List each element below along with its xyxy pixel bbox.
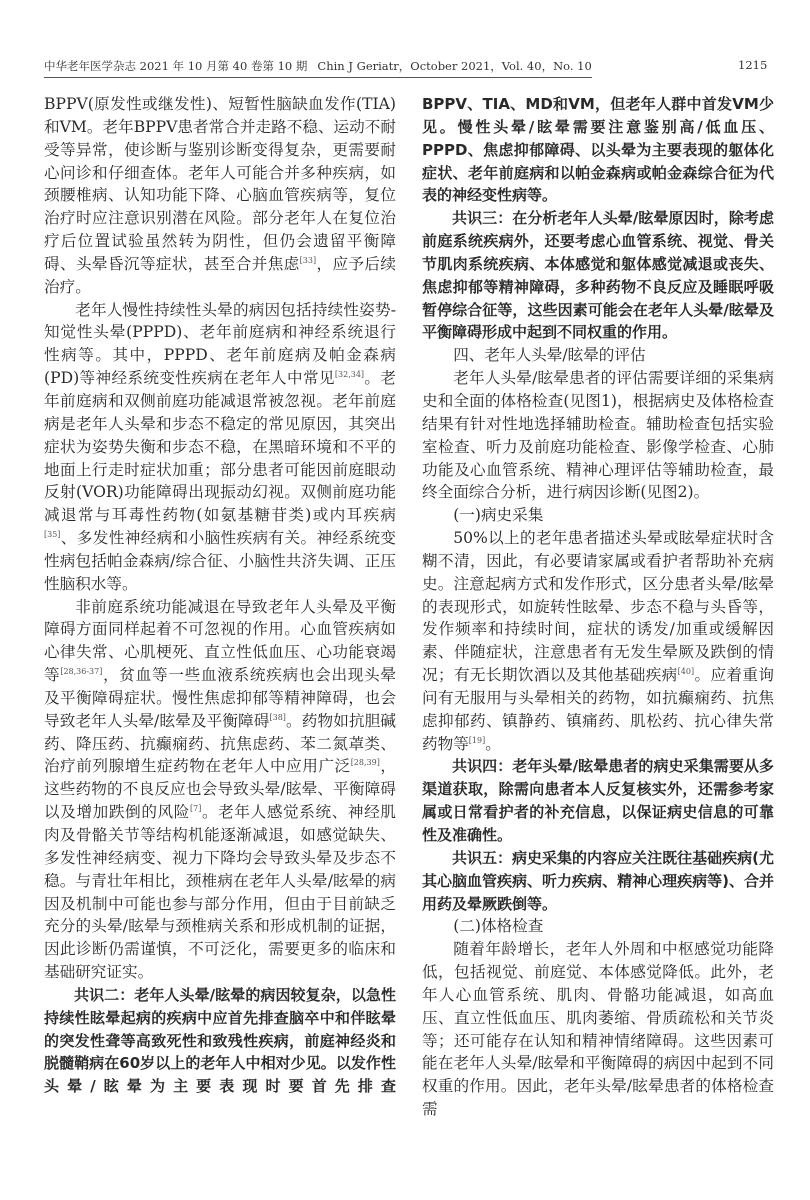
consensus-paragraph bbox=[422, 93, 774, 207]
text-run: 非前庭系统功能减退在导致老年人头晕及平衡障碍方面同样起着不可忽视的作用。心血管疾病如心律失常、心肌梗死、直立性低血压、心功能衰竭等 bbox=[44, 597, 396, 685]
text-run: BPPV(原发性或继发性)、短暂性脑缺血发作(TIA)和VM。老年BPPV患者常合并走路不稳、运动不耐受等异常，使诊断与鉴别诊断变得复杂，更需要耐心问诊和仔细查体。老年人可能合并多种疾病，如颈腰椎病、认知功能下降、心脑血管疾病等，复位治疗时应注意识别潜在风险。部分老年人在复位治疗后位置试验虽然转为阴性，但仍会遗留平衡障碍、头晕昏沉等症状，甚至合并焦虑 bbox=[44, 95, 396, 273]
citation-reference: [19] bbox=[468, 735, 486, 745]
text-run: 随着年龄增长，老年人外周和中枢感觉功能降低，包括视觉、前庭觉、本体感觉降低。此外，老年人心血管系统、肌肉、骨骼功能减退，如高血压、直立性低血压、肌肉萎缩、骨质疏松和关节炎等；还可能存在认知和精神情绪障碍。这些因素可能在老年人头晕/眩晕和平衡障碍的病因中起到不同权重的作用。因此，老年头晕/眩晕患者的体格检查需 bbox=[422, 940, 774, 1119]
body-paragraph bbox=[44, 596, 396, 984]
journal-title-en: Chin J Geriatr，October 2021，Vol. 40，No. 10 bbox=[317, 59, 592, 73]
right-column bbox=[422, 93, 774, 1121]
citation-reference: [33] bbox=[299, 255, 317, 265]
body-paragraph bbox=[422, 367, 774, 504]
text-run: (一)病史采集 bbox=[453, 506, 544, 525]
text-run: 。应着重询问有无服用与头晕相关的药物，如抗癫痫药、抗焦虑抑郁药、镇静药、镇痛药、肌松药、抗心律失常药物等 bbox=[422, 666, 774, 753]
citation-reference: [28,39] bbox=[350, 758, 380, 768]
body-paragraph bbox=[422, 527, 774, 755]
text-run: ，贫血等一些血液系统疾病也会出现头晕及平衡障碍症状。慢性焦虑抑郁等精神障碍，也会导致老年人头晕/眩晕及平衡障碍 bbox=[44, 666, 396, 730]
text-run: 。老年人感觉系统、神经肌肉及骨骼关节等结构机能逐渐减退，如感觉缺失、多发性神经病变、视力下降均会导致头晕及步态不稳。与青壮年相比，颈椎病在老年人头晕/眩晕的病因及机制中可能也参与部分作用，但由于目前缺乏充分的头晕/眩晕与颈椎病关系和形成机制的证据，因此诊断仍需谨慎，不可泛化，需要更多的临床和基础研究证实。 bbox=[44, 803, 396, 982]
text-run: 老年人头晕/眩晕患者的评估需要详细的采集病史和全面的体格检查(见图1)，根据病史及体格检查结果有针对性地选择辅助检查。辅助检查包括实验室检查、听力及前庭功能检查、影像学检查、心肺功能及心血管系统、精神心理评估等辅助检查，最终全面综合分析，进行病因诊断(见图2)。 bbox=[422, 369, 774, 502]
running-head bbox=[44, 58, 592, 78]
consensus-paragraph bbox=[422, 847, 774, 916]
text-run: 、多发性神经病和小脑性疾病有关。神经系统变性病包括帕金森病/综合征、小脑性共济失调、正压性脑积水等。 bbox=[44, 529, 396, 593]
section-heading bbox=[422, 915, 774, 938]
citation-reference: [40] bbox=[677, 667, 695, 677]
consensus-paragraph bbox=[422, 755, 774, 846]
text-run: ，应予后续治疗。 bbox=[44, 254, 396, 296]
left-column bbox=[44, 93, 396, 1098]
body-paragraph bbox=[44, 93, 396, 299]
text-run: ，这些药物的不良反应也会导致头晕/眩晕、平衡障碍以及增加跌倒的风险 bbox=[44, 757, 396, 822]
citation-reference: [32,34] bbox=[334, 370, 365, 380]
text-run: 。药物如抗胆碱药、降压药、抗癫痫药、抗焦虑药、苯二氮䓬类、治疗前列腺增生症药物在老年人中应用广泛 bbox=[44, 711, 396, 776]
citation-reference: [35] bbox=[44, 530, 61, 540]
citation-reference: [28,36-37] bbox=[60, 667, 103, 677]
citation-reference: [7] bbox=[189, 804, 202, 814]
text-run: (二)体格检查 bbox=[453, 917, 544, 936]
text-run: 50%以上的老年患者描述头晕或眩晕症状时含糊不清，因此，有必要请家属或看护者帮助补充病史。注意起病方式和发作形式，区分患者头晕/眩晕的表现形式，如旋转性眩晕、步态不稳与头昏等，发作频率和持续时间，症状的诱发/加重或缓解因素、伴随症状，注意患者有无发生晕厥及跌倒的情况；有无长期饮酒以及其他基础疾病 bbox=[422, 529, 774, 685]
text-run: 共识三：在分析老年人头晕/眩晕原因时，除考虑前庭系统疾病外，还要考虑心血管系统、视觉、骨关节肌肉系统疾病、本体感觉和躯体感觉减退或丧失、焦虑抑郁等精神障碍，多种药物不良反应及睡眠呼吸暂停综合征等，这些因素可能会在老年人头晕/眩晕及平衡障碍形成中起到不同权重的作用。 bbox=[422, 209, 774, 342]
citation-reference: [38] bbox=[269, 712, 286, 722]
text-run: 老年人慢性持续性头晕的病因包括持续性姿势-知觉性头晕(PPPD)、老年前庭病和神经系统退行性病等。其中，PPPD、老年前庭病及帕金森病(PD)等神经系统变性疾病在老年人中常见 bbox=[44, 300, 396, 388]
page-number: 1215 bbox=[738, 58, 768, 72]
body-paragraph bbox=[44, 299, 396, 596]
section-heading bbox=[422, 344, 774, 367]
section-heading bbox=[422, 504, 774, 527]
journal-title-cn: 中华老年医学杂志 2021 年 10 月第 40 卷第 10 期 bbox=[44, 59, 308, 73]
text-run: 共识五：病史采集的内容应关注既往基础疾病(尤其心脑血管疾病、听力疾病、精神心理疾病等)、合并用药及晕厥跌倒等。 bbox=[422, 848, 774, 913]
text-run: 。 bbox=[485, 734, 501, 753]
text-run: 四、老年人头晕/眩晕的评估 bbox=[453, 346, 646, 365]
text-run: 共识四：老年头晕/眩晕患者的病史采集需要从多渠道获取，除需向患者本人反复核实外，还需参考家属或日常看护者的补充信息，以保证病史信息的可靠性及准确性。 bbox=[422, 757, 774, 844]
body-paragraph bbox=[422, 938, 774, 1121]
text-run: BPPV、TIA、MD和VM，但老年人群中首发VM少见。慢性头晕/眩晕需要注意鉴别高/低血压、PPPD、焦虑抑郁障碍、以头晕为主要表现的躯体化症状、老年前庭病和以帕金森病或帕金森综合征为代表的神经变性病等。 bbox=[422, 95, 774, 205]
text-run: 。老年前庭病和双侧前庭功能减退常被忽视。老年前庭病是老年人头晕和步态不稳定的常见原因，其突出症状为姿势失衡和步态不稳，在黑暗环境和不平的地面上行走时症状加重；部分患者可能因前庭眼动反射(VOR)功能障碍出现振动幻视。双侧前庭功能减退常与耳毒性药物(如氨基糖苷类)或内耳疾病 bbox=[44, 369, 396, 525]
consensus-paragraph bbox=[422, 207, 774, 344]
consensus-paragraph bbox=[44, 984, 396, 1098]
text-run: 共识二：老年人头晕/眩晕的病因较复杂，以急性持续性眩晕起病的疾病中应首先排查脑卒中和伴眩晕的突发性聋等高致死性和致残性疾病，前庭神经炎和脱髓鞘病在60岁以上的老年人中相对少见。以发作性头晕/眩晕为主要表现时要首先排查 bbox=[44, 985, 396, 1096]
